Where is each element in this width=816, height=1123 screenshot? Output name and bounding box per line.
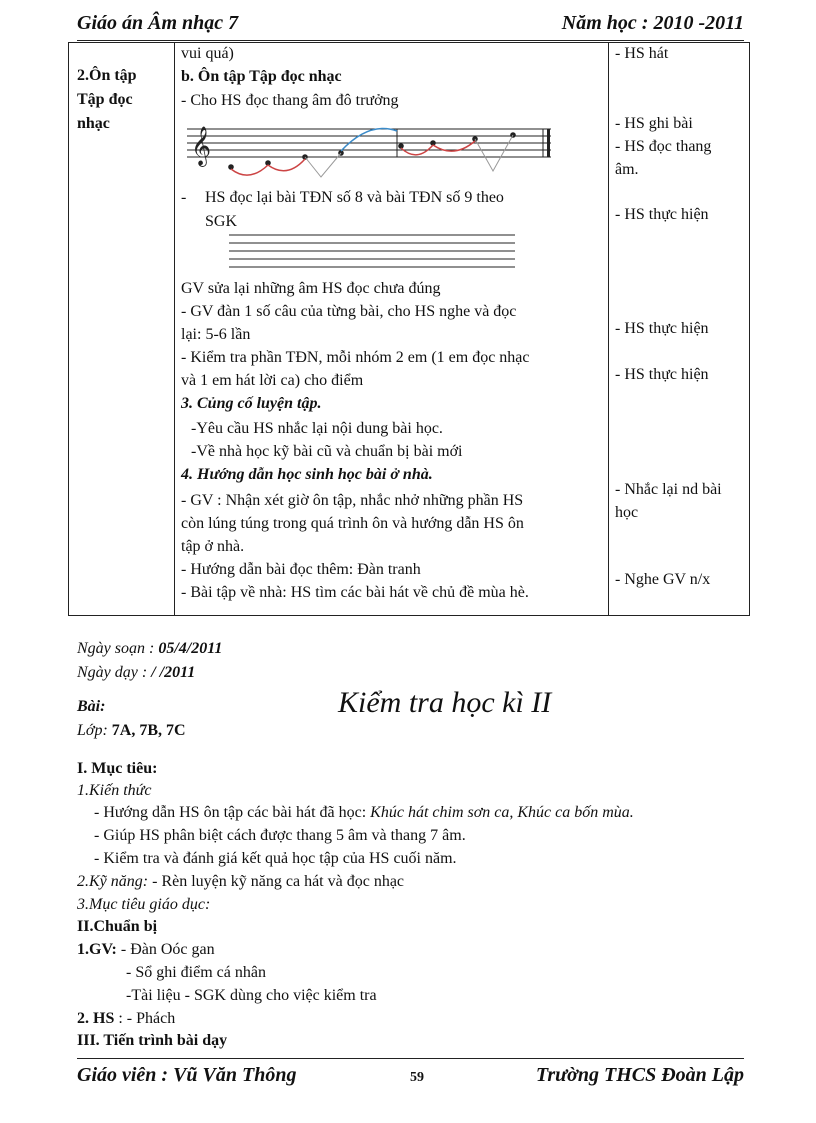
- education-objective: 3.Mục tiêu giáo dục:: [77, 896, 211, 913]
- section-heading: 3. Củng cố luyện tập.: [181, 395, 322, 412]
- activity-title-line1: 2.Ôn tập: [77, 67, 137, 84]
- text-line: - Cho HS đọc thang âm đô trưởng: [181, 92, 399, 109]
- text-line: - GV đàn 1 số câu của từng bài, cho HS nghe và đọc: [181, 303, 517, 320]
- student-activity: - HS đọc thang: [615, 138, 712, 155]
- section-objectives: I. Mục tiêu:: [77, 760, 158, 777]
- knowledge-item-text: - Hướng dẫn HS ôn tập các bài hát đã học:: [94, 804, 371, 821]
- skills-line: [77, 873, 404, 891]
- section-heading: b. Ôn tập Tập đọc nhạc: [181, 68, 342, 85]
- class-value: 7A, 7B, 7C: [111, 722, 186, 739]
- empty-staff: [229, 231, 515, 279]
- skills-label: 2.Kỹ năng:: [77, 873, 153, 890]
- knowledge-item: [94, 804, 634, 822]
- teacher-prep-item: - Sổ ghi điểm cá nhân: [126, 964, 266, 981]
- svg-text:𝄞: 𝄞: [191, 126, 212, 166]
- student-activity: - HS ghi bài: [615, 115, 693, 132]
- activity-title-line2: Tập đọc: [77, 91, 133, 108]
- header-subject: Giáo án Âm nhạc 7: [77, 12, 239, 34]
- text-line: và 1 em hát lời ca) cho điểm: [181, 372, 364, 389]
- text-line: còn lúng túng trong quá trình ôn và hướng dẫn HS ôn: [181, 515, 524, 532]
- student-activity: - HS thực hiện: [615, 366, 709, 383]
- page-header: [77, 12, 744, 40]
- class-list: [77, 722, 186, 740]
- lesson-label: Bài:: [77, 698, 106, 715]
- student-prep: [77, 1010, 175, 1028]
- text-line: lại: 5-6 lần: [181, 326, 251, 343]
- class-label: Lớp:: [77, 722, 112, 739]
- text-line: tập ở nhà.: [181, 538, 245, 555]
- student-prep-label: 2. HS: [77, 1010, 119, 1027]
- lesson-table: [68, 42, 750, 616]
- lesson-title: Kiểm tra học kì II: [338, 686, 552, 719]
- text-line: -Về nhà học kỹ bài cũ và chuẩn bị bài mới: [191, 443, 463, 460]
- student-activity: học: [615, 504, 639, 521]
- header-school-year: Năm học : 2010 -2011: [561, 12, 744, 34]
- teacher-prep: [77, 941, 215, 959]
- subsection-knowledge: 1.Kiến thức: [77, 782, 152, 799]
- header-rule: [77, 40, 744, 41]
- section-procedure: III. Tiến trình bài dạy: [77, 1032, 228, 1049]
- text-line: - Bài tập về nhà: HS tìm các bài hát về chủ đề mùa hè.: [181, 584, 529, 601]
- date-taught-label: Ngày dạy :: [77, 664, 148, 681]
- activity-column: [69, 43, 175, 616]
- teacher-column: [175, 43, 609, 616]
- section-heading: 4. Hướng dẫn học sinh học bài ở nhà.: [181, 466, 433, 483]
- music-staff-scale: [183, 113, 553, 181]
- student-column: [609, 43, 750, 616]
- footer-rule: [77, 1058, 744, 1059]
- text-line: -Yêu cầu HS nhắc lại nội dung bài học.: [191, 420, 443, 437]
- footer-school: Trường THCS Đoàn Lập: [535, 1064, 744, 1086]
- student-activity: - HS thực hiện: [615, 320, 709, 337]
- date-prepared: [77, 640, 222, 658]
- student-activity: - HS thực hiện: [615, 206, 709, 223]
- knowledge-item: - Giúp HS phân biệt cách được thang 5 âm và thang 7 âm.: [94, 827, 466, 844]
- student-activity: - Nhắc lại nd bài: [615, 481, 722, 498]
- bullet-dash: -: [181, 189, 187, 206]
- page-footer: [77, 1062, 744, 1088]
- teacher-prep-item: -Tài liệu - SGK dùng cho việc kiểm tra: [126, 987, 377, 1004]
- date-prepared-value: 05/4/2011: [158, 640, 223, 657]
- text-line: - Kiểm tra phần TĐN, mỗi nhóm 2 em (1 em đọc nhạc: [181, 349, 530, 366]
- date-prepared-label: Ngày soạn :: [77, 640, 159, 657]
- knowledge-item-songs: Khúc hát chim sơn ca, Khúc ca bốn mùa.: [370, 804, 634, 821]
- teacher-prep-item: - Đàn Oóc gan: [120, 941, 215, 958]
- text-line: SGK: [205, 213, 238, 230]
- page-number: 59: [410, 1070, 424, 1085]
- student-activity: - HS hát: [615, 45, 669, 62]
- skills-text: - Rèn luyện kỹ năng ca hát và đọc nhạc: [152, 873, 405, 890]
- student-activity: - Nghe GV n/x: [615, 571, 711, 588]
- text-line: - GV : Nhận xét giờ ôn tập, nhắc nhở những phần HS: [181, 492, 524, 509]
- teacher-prep-label: 1.GV:: [77, 941, 121, 958]
- text-line: vui quá): [181, 45, 234, 62]
- knowledge-item: - Kiểm tra và đánh giá kết quả học tập của HS cuối năm.: [94, 850, 457, 867]
- date-taught: [77, 664, 195, 682]
- student-prep-item: : - Phách: [118, 1010, 176, 1027]
- section-preparation: II.Chuẩn bị: [77, 918, 158, 935]
- text-line: HS đọc lại bài TĐN số 8 và bài TĐN số 9 theo: [205, 189, 504, 206]
- activity-title-line3: nhạc: [77, 115, 110, 132]
- date-taught-value: / /2011: [147, 664, 196, 681]
- text-line: - Hướng dẫn bài đọc thêm: Đàn tranh: [181, 561, 421, 578]
- student-activity: âm.: [615, 161, 639, 178]
- text-line: GV sửa lại những âm HS đọc chưa đúng: [181, 280, 441, 297]
- footer-teacher: Giáo viên : Vũ Văn Thông: [77, 1064, 297, 1086]
